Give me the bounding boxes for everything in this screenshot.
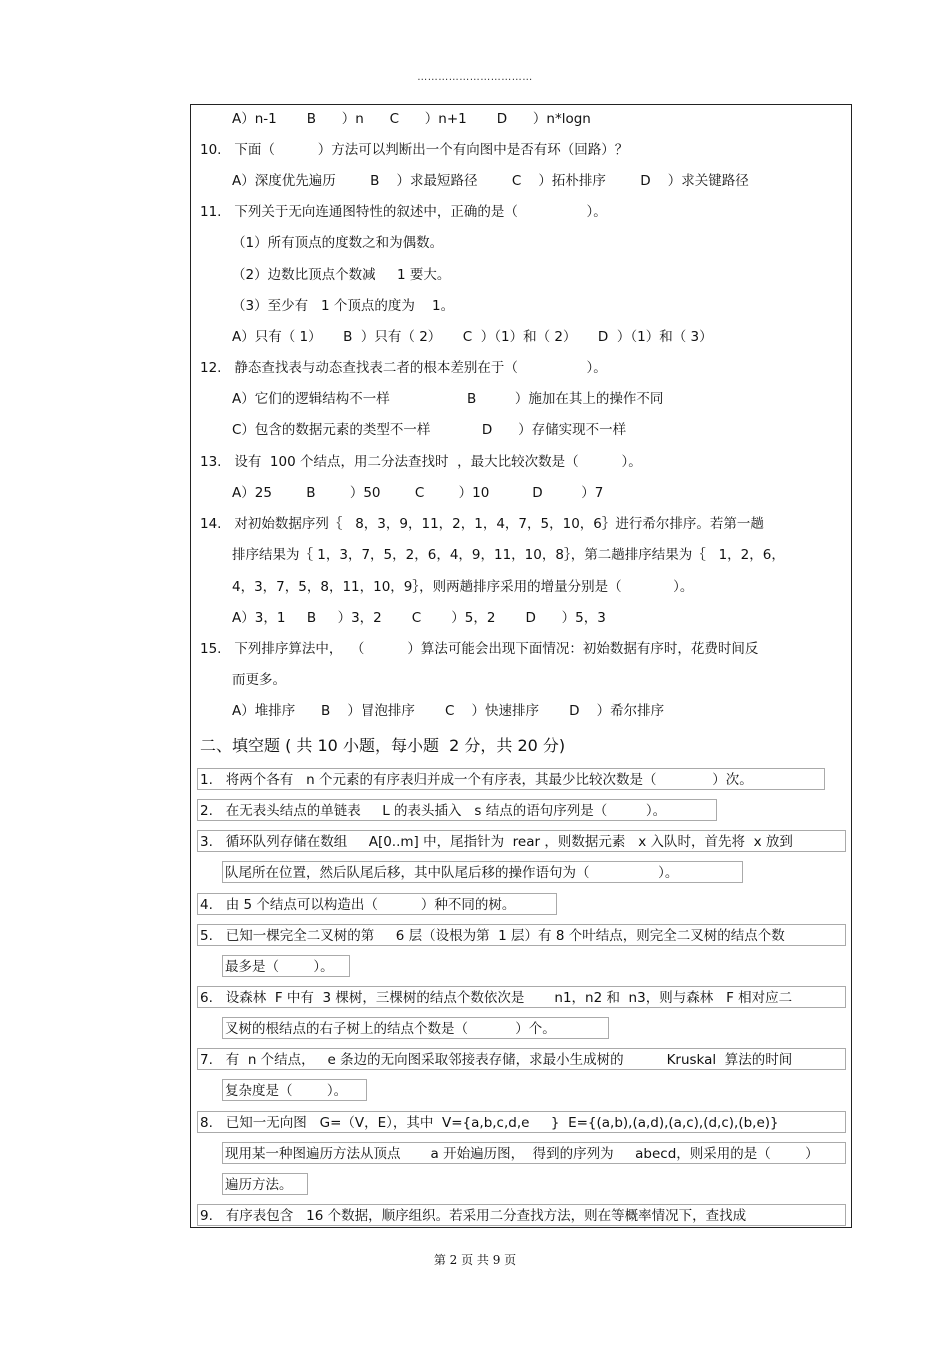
q15-stem-line2: 而更多。 — [232, 672, 286, 688]
fill-q9-line1: 9. 有序表包含 16 个数据，顺序组织。若采用二分查找方法，则在等概率情况下，查找成 — [200, 1208, 747, 1224]
fill-q4: 4. 由 5 个结点可以构造出（ ）种不同的树。 — [200, 897, 516, 913]
q13-options: A）25 B ）50 C ）10 D ）7 — [232, 485, 604, 501]
q11-options: A）只有（ 1） B ）只有（ 2） C ）（1）和（ 2） D ）（1）和（ 3） — [232, 329, 713, 345]
q12-stem: 12. 静态查找表与动态查找表二者的根本差别在于（ ）。 — [200, 360, 607, 376]
q11-statement-2: （2）边数比顶点个数减 1 要大。 — [232, 267, 451, 283]
fill-q7-line2: 复杂度是（ ）。 — [225, 1083, 348, 1099]
q13-stem: 13. 设有 100 个结点，用二分法查找时 ，最大比较次数是（ ）。 — [200, 454, 642, 470]
q14-stem-line1: 14. 对初始数据序列｛ 8，3，9，11，2，1，4，7，5，10，6｝进行希尔排序。若第一趟 — [200, 516, 764, 532]
q9-options: A）n-1 B ）n C ）n+1 D ）n*logn — [232, 111, 591, 127]
q10-stem: 10. 下面（ ）方法可以判断出一个有向图中是否有环（回路）？ — [200, 142, 629, 158]
q11-statement-1: （1）所有顶点的度数之和为偶数。 — [232, 235, 444, 251]
fill-q3-line1: 3. 循环队列存储在数组 A[0..m] 中，尾指针为 rear ，则数据元素 x 入队时，首先将 x 放到 — [200, 834, 793, 850]
fill-q3-line2: 队尾所在位置，然后队尾后移，其中队尾后移的操作语句为（ ）。 — [225, 865, 679, 881]
q15-options: A）堆排序 B ）冒泡排序 C ）快速排序 D ）希尔排序 — [232, 703, 665, 719]
q11-stem: 11. 下列关于无向连通图特性的叙述中，正确的是（ ）。 — [200, 204, 607, 220]
q15-stem-line1: 15. 下列排序算法中， （ ）算法可能会出现下面情况：初始数据有序时，花费时间反 — [200, 641, 759, 657]
q14-options: A）3，1 B ）3，2 C ）5，2 D ）5，3 — [232, 610, 606, 626]
q10-options: A）深度优先遍历 B ）求最短路径 C ）拓朴排序 D ）求关键路径 — [232, 173, 749, 189]
page-footer: 第 2 页 共 9 页 — [433, 1253, 517, 1267]
fill-q8-line2: 现用某一种图遍历方法从顶点 a 开始遍历图， 得到的序列为 abecd，则采用的是（ ） — [225, 1146, 819, 1162]
q12-options-cd: C）包含的数据元素的类型不一样 D ）存储实现不一样 — [232, 422, 627, 438]
q14-stem-line2: 排序结果为｛ 1，3，7，5，2，6，4，9，11，10，8｝，第二趟排序结果为｛ 1，2，6， — [232, 547, 785, 563]
fill-q1: 1. 将两个各有 n 个元素的有序表归并成一个有序表，其最少比较次数是（ ）次。 — [200, 772, 753, 788]
fill-q8-line3: 遍历方法。 — [225, 1177, 293, 1193]
fill-q6-line2: 叉树的根结点的右子树上的结点个数是（ ）个。 — [225, 1021, 556, 1037]
fill-q7-line1: 7. 有 n 个结点， e 条边的无向图采取邻接表存储，求最小生成树的 Kruskal 算法的时间 — [200, 1052, 793, 1068]
fill-q8-line1: 8. 已知一无向图 G=（V，E），其中 V={a,b,c,d,e } E={(a,b),(a,d),(a,c),(d,c),(b,e)} — [200, 1115, 779, 1131]
fill-q6-line1: 6. 设森林 F 中有 3 棵树，三棵树的结点个数依次是 n1，n2 和 n3，则与森林 F 相对应二 — [200, 990, 793, 1006]
fill-q5-line2: 最多是（ ）。 — [225, 959, 334, 975]
header-dots: …………………………… — [417, 72, 533, 83]
q14-stem-line3: 4，3，7，5，8，11，10，9｝，则两趟排序采用的增量分别是（ ）。 — [232, 579, 694, 595]
fill-q2: 2. 在无表头结点的单链表 L 的表头插入 s 结点的语句序列是（ ）。 — [200, 803, 667, 819]
q11-statement-3: （3）至少有 1 个顶点的度为 1。 — [232, 298, 455, 314]
fill-q5-line1: 5. 已知一棵完全二叉树的第 6 层（设根为第 1 层）有 8 个叶结点，则完全二叉树的结点个数 — [200, 928, 785, 944]
section-2-title: 二、填空题 ( 共 10 小题，每小题 2 分，共 20 分) — [200, 736, 566, 755]
q12-options-ab: A）它们的逻辑结构不一样 B ）施加在其上的操作不同 — [232, 391, 664, 407]
